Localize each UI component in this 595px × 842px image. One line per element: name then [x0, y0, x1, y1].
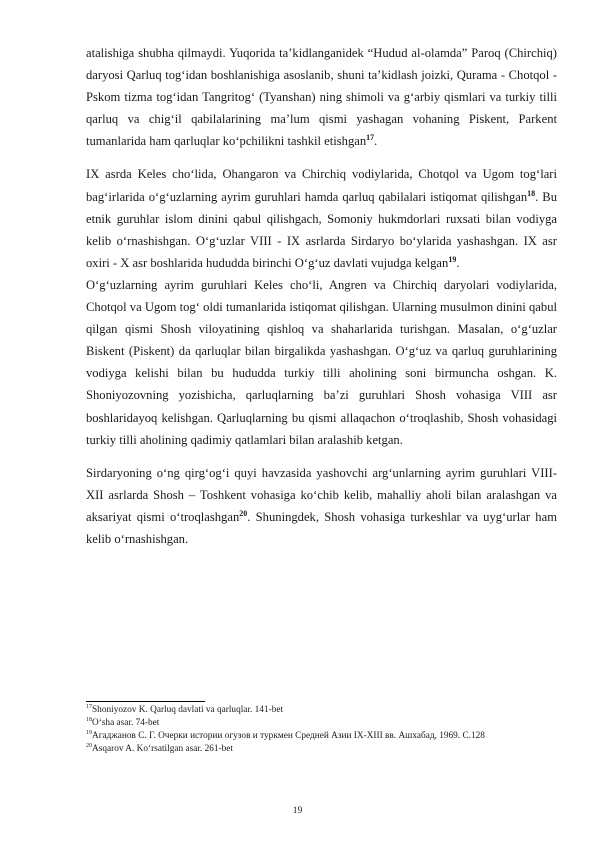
footnote-number: 18: [86, 716, 92, 723]
footnote-19: [86, 730, 557, 743]
paragraph-3: [86, 274, 557, 451]
footnotes: [86, 704, 557, 756]
footnote-number: 20: [86, 742, 92, 749]
paragraph-text: Sirdaryoning o‘ng qirg‘og‘i quyi havzasida yashovchi arg‘unlarning ayrim guruhlari VIII-XII asrlarda Shosh – Toshkent vohasiga ko‘chib kelib, mahalliy aholi bilan aralashgan va aksariyat qismi o‘troqlashgan: [86, 465, 557, 524]
footnote-ref-20[interactable]: 20: [239, 508, 248, 518]
paragraph-2: [86, 163, 557, 273]
footnote-ref-19[interactable]: 19: [448, 254, 457, 264]
paragraph-text: .: [374, 134, 378, 149]
footnote-text: Asqarov A. Ko‘rsatilgan asar. 261-bet: [92, 744, 233, 754]
body-text: [86, 42, 557, 550]
footnote-text: O‘sha asar. 74-bet: [92, 718, 160, 728]
footnote-separator: [86, 701, 205, 702]
footnote-text: Агаджанов С. Г. Очерки истории огузов и туркмен Средней Азии IX-XIII вв. Ашхабад, 1969. С.128: [92, 731, 485, 741]
paragraph-4: [86, 462, 557, 550]
footnote-ref-17[interactable]: 17: [366, 133, 375, 143]
footnote-number: 19: [86, 729, 92, 736]
paragraph-text: . Bu etnik guruhlar islom dinini qabul qilishgach, Somoniy hukmdorlari ruxsati bilan vodiyga kelib o‘rnashishgan. O‘g‘uzlar VIII - IX asrlarda Sirdaryo bo‘ylarida yashashgan. IX asr oxiri - X asr boshlarida hududda birinchi O‘g‘uz davlati vujudga kelgan: [86, 189, 557, 270]
paragraph-text: IX asrda Keles cho‘lida, Ohangaron va Chirchiq vodiylarida, Chotqol va Ugom tog‘lari bag‘irlarida o‘g‘uzlarning ayrim guruhlari hamda qarluq qabilalari istiqomat qilishgan: [86, 167, 557, 204]
paragraph-text: . Shuningdek, Shosh vohasiga turkeshlar va uyg‘urlar ham kelib o‘rnashishgan.: [86, 509, 557, 546]
footnote-18: [86, 717, 557, 730]
paragraph-text: atalishiga shubha qilmaydi. Yuqorida ta’kidlanganidek “Hudud al-olamda” Paroq (Chirchiq) daryosi Qarluq tog‘idan boshlanishiga asoslanib, shuni ta’kidlash joizki, Qurama - Chotqol - Pskom tizma tog‘idan Tangritog‘ (Tyanshan) ning shimoli va g‘arbiy qismlari va turkiy tilli qarluq va chig‘il qabilalarining ma’lum qismi yashagan vohaning Piskent, Parkent tumanlarida ham qarluqlar ko‘pchilikni tashkil etishgan: [86, 46, 557, 149]
paragraph-1: [86, 42, 557, 152]
footnote-17: [86, 704, 557, 717]
footnote-ref-18[interactable]: 18: [527, 188, 536, 198]
footnote-text: Shoniyozov K. Qarluq davlati va qarluqlar. 141-bet: [92, 705, 284, 715]
page-number: 19: [292, 806, 303, 816]
paragraph-text: .: [456, 255, 460, 270]
footnote-number: 17: [86, 703, 92, 710]
paragraph-text: O‘g‘uzlarning ayrim guruhlari Keles cho‘li, Angren va Chirchiq daryolari vodiylarida, Chotqol va Ugom tog‘ oldi tumanlarida istiqomat qilishgan. Ularning musulmon dinini qabul qilgan qismi Shosh viloyatining qishloq va shaharlarida turishgan. Masalan, o‘g‘uzlar Biskent (Piskent) da qarluqlar bilan birgalikda yashashgan. O‘g‘uz va qarluq guruhlarining vodiyga kelishi bilan bu hududda turkiy tilli aholining soni birmuncha oshgan. K. Shoniyozovning yozishicha, qarluqlarning ba’zi guruhlari Shosh vohasiga VIII asr boshlaridayoq kelishgan. Qarluqlarning bu qismi allaqachon o‘troqlashib, Shosh vohasidagi turkiy tilli aholining qadimiy qatlamlari bilan aralashib ketgan.: [86, 277, 557, 447]
footnote-20: [86, 743, 557, 756]
